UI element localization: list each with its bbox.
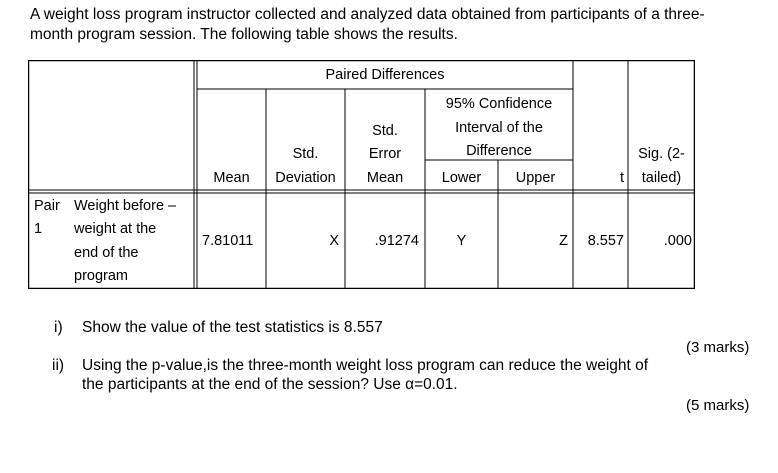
problem-line-2: month program session. The following table shows the results. — [30, 26, 458, 43]
ci-header-line-3: Difference — [466, 143, 532, 159]
problem-line-1: A weight loss program instructor collected and analyzed data obtained from participants of a three- — [30, 6, 705, 23]
ci-header-line-1: 95% Confidence — [445, 96, 553, 112]
question-2-marks: (5 marks) — [686, 397, 750, 414]
value-std-err: .91274 — [374, 233, 419, 249]
question-2-number: ii) — [52, 357, 65, 374]
row-label-line-4: program — [74, 268, 128, 284]
question-1-marks: (3 marks) — [686, 339, 750, 356]
question-1-number: i) — [54, 319, 63, 336]
value-lower: Y — [456, 233, 467, 249]
value-sig: .000 — [663, 233, 692, 249]
row-label-line-1: Weight before – — [74, 198, 177, 214]
col-header-lower: Lower — [441, 170, 482, 186]
col-header-std-err-l3: Mean — [366, 170, 404, 186]
col-header-std-err-l1: Std. — [372, 123, 398, 139]
question-1-text: Show the value of the test statistics is 8.557 — [82, 319, 383, 336]
value-mean: 7.81011 — [202, 233, 254, 249]
value-std-dev: X — [329, 233, 339, 249]
question-2-text-line-1: Using the p-value,is the three-month weight loss program can reduce the weight of — [82, 357, 649, 374]
problem-statement — [30, 5, 765, 45]
row-label-line-2: weight at the — [74, 221, 157, 237]
question-2-text-line-2: the participants at the end of the session? Use α=0.01. — [82, 376, 458, 393]
paired-differences-header: Paired Differences — [325, 67, 445, 83]
ci-header-line-2: Interval of the — [455, 120, 543, 136]
col-header-upper: Upper — [515, 170, 556, 186]
col-header-std-dev-l1: Std. — [292, 146, 319, 162]
row-pair-label: Pair — [34, 198, 60, 214]
paired-samples-table — [28, 60, 695, 289]
row-pair-number: 1 — [34, 221, 43, 237]
col-header-mean: Mean — [213, 170, 250, 186]
row-label-line-3: end of the — [74, 245, 139, 261]
col-header-std-err-l2: Error — [368, 146, 402, 162]
col-header-std-dev-l2: Deviation — [275, 170, 336, 186]
col-header-t: t — [619, 170, 624, 186]
value-upper: Z — [559, 233, 568, 249]
value-t: 8.557 — [587, 233, 624, 249]
col-header-sig-l2: tailed) — [641, 170, 682, 186]
col-header-sig-l1: Sig. (2- — [638, 146, 685, 162]
